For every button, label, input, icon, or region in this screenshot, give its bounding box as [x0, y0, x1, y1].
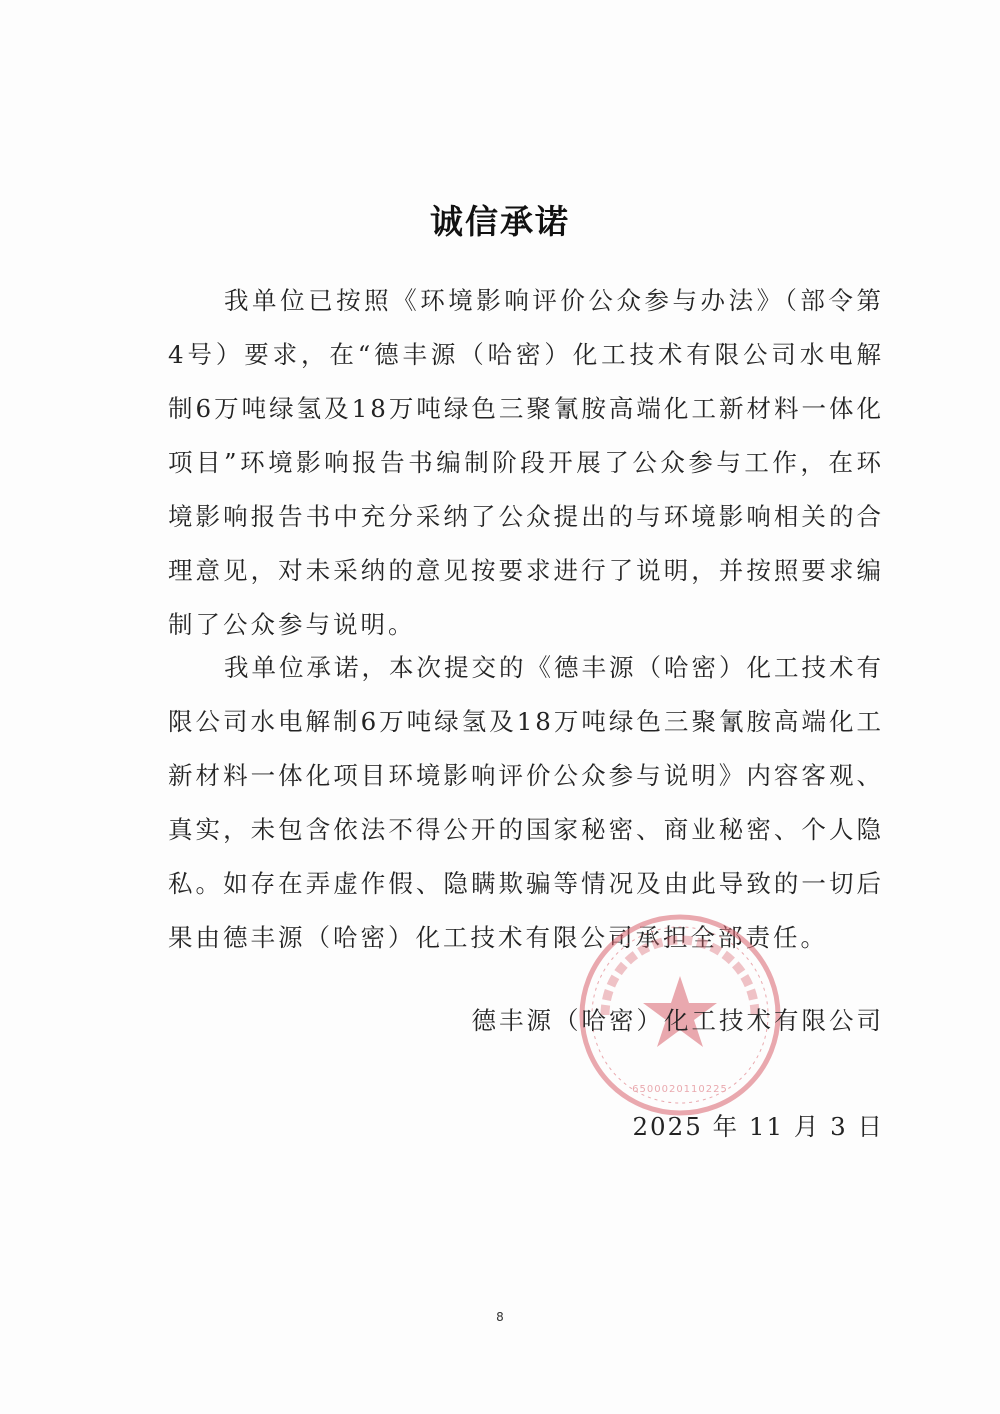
signature-date: 2025 年 11 月 3 日	[632, 1112, 884, 1141]
page-number: 8	[496, 1310, 504, 1324]
signature-company-name: 德丰源（哈密）化工技术有限公司	[471, 1006, 884, 1035]
document-title: 诚信承诺	[430, 202, 570, 241]
paragraph-1: 我单位已按照《环境影响评价公众参与办法》（部令第4号）要求，在“德丰源（哈密）化工技术有限公司水电解制6万吨绿氢及18万吨绿色三聚氰胺高端化工新材料一体化项目”环境影响报告书编制阶段开展了公众参与工作，在环境影响报告书中充分采纳了公众提出的与环境影响相关的合理意见，对未采纳的意见按要求进行了说明，并按照要求编制了公众参与说明。	[168, 286, 884, 639]
seal-number: 6500020110225	[632, 1084, 728, 1095]
paragraph-2: 我单位承诺，本次提交的《德丰源（哈密）化工技术有限公司水电解制6万吨绿氢及18万吨绿色三聚氰胺高端化工新材料一体化项目环境影响评价公众参与说明》内容客观、真实，未包含依法不得公开的国家秘密、商业秘密、个人隐私。如存在弄虚作假、隐瞒欺骗等情况及由此导致的一切后果由德丰源（哈密）化工技术有限公司承担全部责任。	[168, 653, 884, 952]
